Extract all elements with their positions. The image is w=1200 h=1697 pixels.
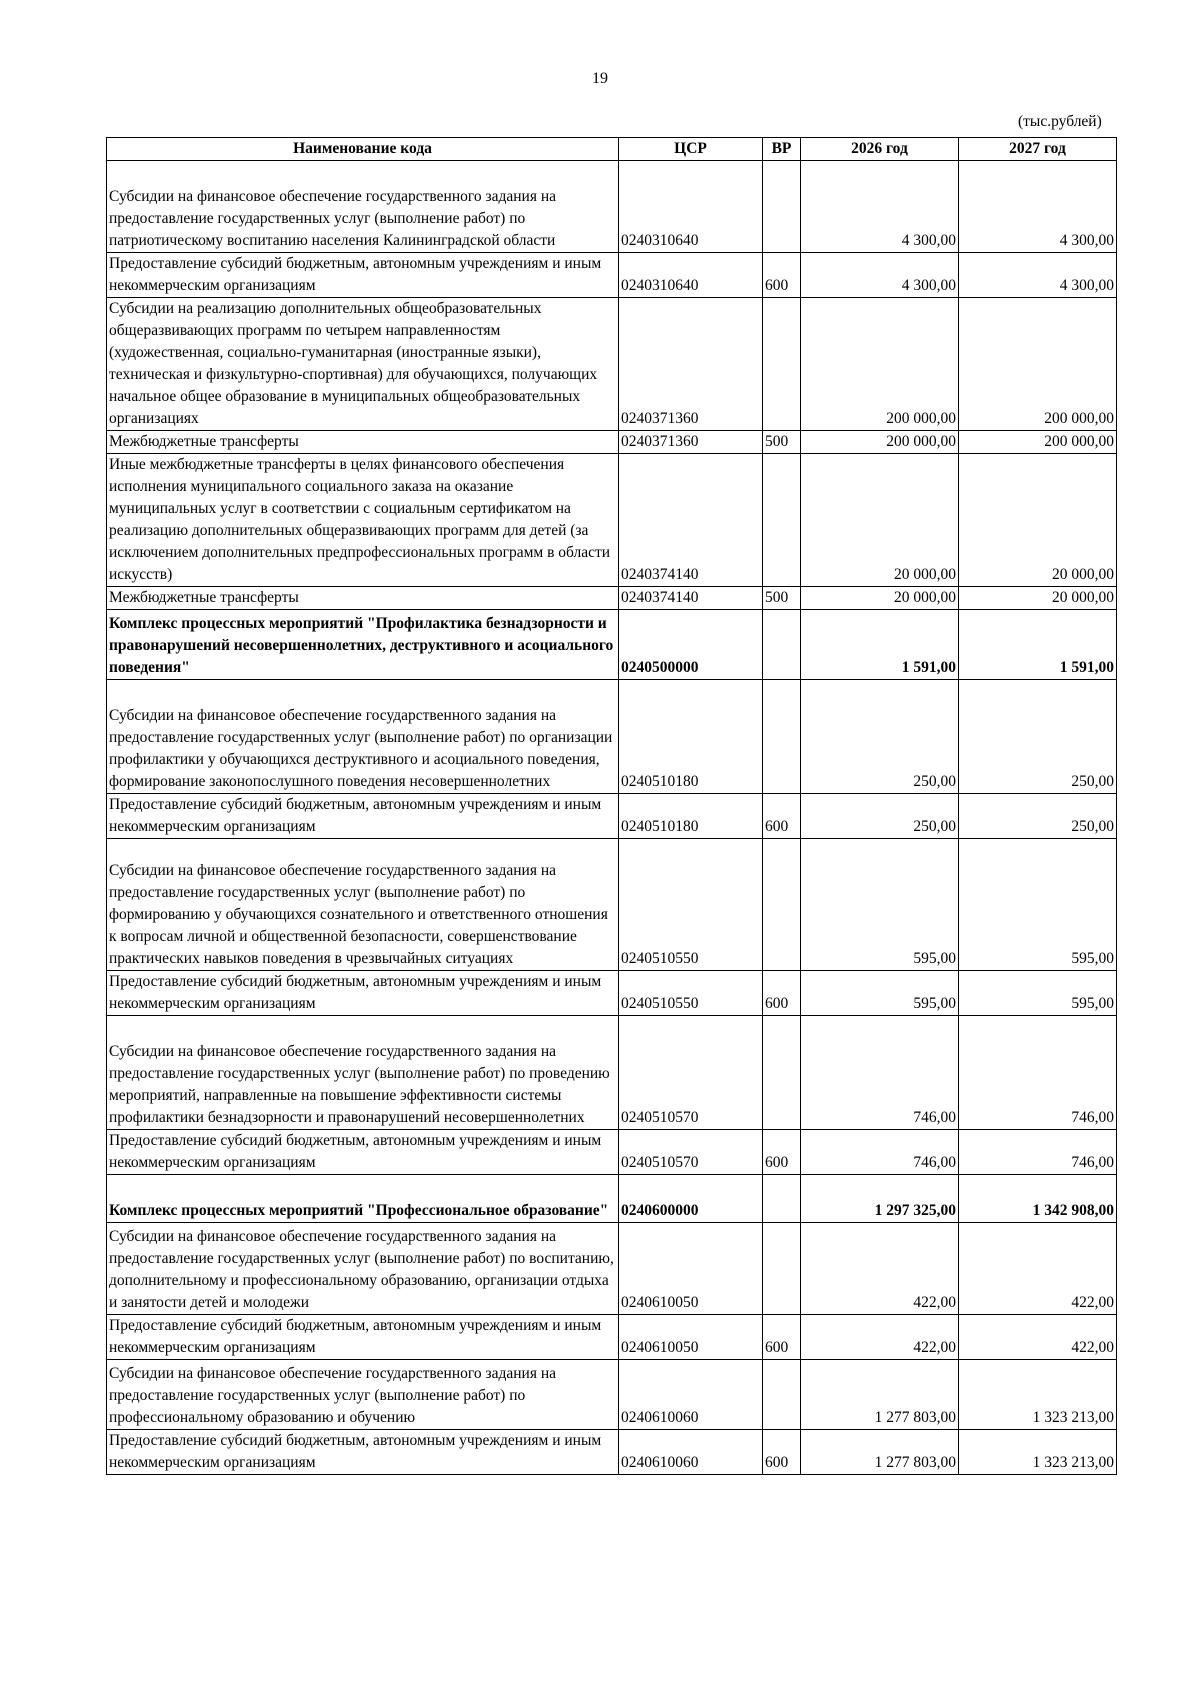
row-csr-cell: 0240610060 (619, 1430, 763, 1475)
table-row (107, 971, 1117, 1016)
row-vr-cell (763, 610, 801, 680)
row-2027-cell: 250,00 (959, 794, 1117, 839)
row-name-cell: Межбюджетные трансферты (107, 431, 619, 454)
row-csr-cell: 0240310640 (619, 253, 763, 298)
row-2026-cell: 20 000,00 (801, 587, 959, 610)
row-name-cell: Предоставление субсидий бюджетным, автономным учреждениям и иным некоммерческим организациям (107, 253, 619, 298)
row-2027-cell: 20 000,00 (959, 454, 1117, 587)
row-2026-cell: 200 000,00 (801, 298, 959, 431)
row-vr-cell: 500 (763, 431, 801, 454)
row-vr-cell (763, 454, 801, 587)
row-2027-cell: 1 591,00 (959, 610, 1117, 680)
row-2027-cell: 746,00 (959, 1130, 1117, 1175)
row-name-cell: Субсидии на финансовое обеспечение государственного задания на предоставление государственных услуг (выполнение работ) по профессиональному образованию и обучению (107, 1360, 619, 1430)
row-2027-cell: 422,00 (959, 1223, 1117, 1315)
row-vr-cell (763, 161, 801, 253)
row-vr-cell (763, 1360, 801, 1430)
row-csr-cell: 0240610050 (619, 1315, 763, 1360)
row-vr-cell (763, 839, 801, 971)
row-vr-cell: 600 (763, 971, 801, 1016)
row-2026-cell: 200 000,00 (801, 431, 959, 454)
row-csr-cell: 0240500000 (619, 610, 763, 680)
row-csr-cell: 0240510550 (619, 971, 763, 1016)
row-2027-cell: 20 000,00 (959, 587, 1117, 610)
row-2026-cell: 4 300,00 (801, 161, 959, 253)
row-2026-cell: 746,00 (801, 1130, 959, 1175)
row-name-cell: Субсидии на реализацию дополнительных общеобразовательных общеразвивающих программ по четырем направленностям (художественная, социально-гуманитарная (иностранные языки), техническая и физкультурно-спортивная) для обучающихся, получающих начальное общее образование в муниципальных общеобразовательных организациях (107, 298, 619, 431)
budget-table (106, 137, 1117, 1475)
row-name-cell: Комплекс процессных мероприятий "Профилактика безнадзорности и правонарушений несовершеннолетних, деструктивного и асоциального поведения" (107, 610, 619, 680)
row-2026-cell: 1 277 803,00 (801, 1360, 959, 1430)
table-row (107, 839, 1117, 971)
row-name-cell: Предоставление субсидий бюджетным, автономным учреждениям и иным некоммерческим организациям (107, 1430, 619, 1475)
row-2026-cell: 1 591,00 (801, 610, 959, 680)
row-csr-cell: 0240510180 (619, 794, 763, 839)
table-row (107, 298, 1117, 431)
table-row (107, 431, 1117, 454)
row-2027-cell: 1 323 213,00 (959, 1430, 1117, 1475)
row-name-cell: Субсидии на финансовое обеспечение государственного задания на предоставление государственных услуг (выполнение работ) по воспитанию, дополнительному и профессиональному образованию, организации отдыха и занятости детей и молодежи (107, 1223, 619, 1315)
row-2027-cell: 1 323 213,00 (959, 1360, 1117, 1430)
row-name-cell: Предоставление субсидий бюджетным, автономным учреждениям и иным некоммерческим организациям (107, 1315, 619, 1360)
row-2027-cell: 595,00 (959, 839, 1117, 971)
table-row (107, 1360, 1117, 1430)
table-row (107, 161, 1117, 253)
units-note: (тыс.рублей) (1018, 113, 1102, 130)
row-name-cell: Иные межбюджетные трансферты в целях финансового обеспечения исполнения муниципального социального заказа на оказание муниципальных услуг в соответствии с социальным сертификатом на реализацию дополнительных общеразвивающих программ для детей (за исключением дополнительных предпрофессиональных программ в области искусств) (107, 454, 619, 587)
row-name-cell: Субсидии на финансовое обеспечение государственного задания на предоставление государственных услуг (выполнение работ) по проведению мероприятий, направленные на повышение эффективности системы профилактики безнадзорности и правонарушений несовершеннолетних (107, 1016, 619, 1130)
table-row (107, 1130, 1117, 1175)
row-name-cell: Субсидии на финансовое обеспечение государственного задания на предоставление государственных услуг (выполнение работ) по патриотическому воспитанию населения Калининградской области (107, 161, 619, 253)
table-row (107, 253, 1117, 298)
table-row (107, 454, 1117, 587)
row-2027-cell: 250,00 (959, 680, 1117, 794)
row-csr-cell: 0240610050 (619, 1223, 763, 1315)
table-row (107, 1223, 1117, 1315)
row-2026-cell: 595,00 (801, 971, 959, 1016)
header-vr: ВР (763, 138, 801, 161)
row-csr-cell: 0240310640 (619, 161, 763, 253)
row-name-cell: Межбюджетные трансферты (107, 587, 619, 610)
row-name-cell: Предоставление субсидий бюджетным, автономным учреждениям и иным некоммерческим организациям (107, 1130, 619, 1175)
header-csr: ЦСР (619, 138, 763, 161)
row-csr-cell: 0240371360 (619, 298, 763, 431)
table-row (107, 680, 1117, 794)
table-row (107, 1430, 1117, 1475)
table-row (107, 587, 1117, 610)
row-name-cell: Предоставление субсидий бюджетным, автономным учреждениям и иным некоммерческим организациям (107, 794, 619, 839)
row-vr-cell (763, 680, 801, 794)
row-csr-cell: 0240371360 (619, 431, 763, 454)
table-row (107, 794, 1117, 839)
row-2027-cell: 595,00 (959, 971, 1117, 1016)
row-vr-cell (763, 1175, 801, 1223)
table-row (107, 1175, 1117, 1223)
row-csr-cell: 0240510570 (619, 1016, 763, 1130)
row-vr-cell: 600 (763, 794, 801, 839)
row-name-cell: Субсидии на финансовое обеспечение государственного задания на предоставление государственных услуг (выполнение работ) по организации профилактики у обучающихся деструктивного и асоциального поведения, формирование законопослушного поведения несовершеннолетних (107, 680, 619, 794)
row-2027-cell: 4 300,00 (959, 161, 1117, 253)
row-vr-cell (763, 1016, 801, 1130)
row-2026-cell: 1 297 325,00 (801, 1175, 959, 1223)
row-name-cell: Субсидии на финансовое обеспечение государственного задания на предоставление государственных услуг (выполнение работ) по формированию у обучающихся сознательного и ответственного отношения к вопросам личной и общественной безопасности, совершенствование практических навыков поведения в чрезвычайных ситуациях (107, 839, 619, 971)
row-2026-cell: 4 300,00 (801, 253, 959, 298)
row-csr-cell: 0240610060 (619, 1360, 763, 1430)
header-2026: 2026 год (801, 138, 959, 161)
row-vr-cell: 500 (763, 587, 801, 610)
row-2027-cell: 422,00 (959, 1315, 1117, 1360)
row-2026-cell: 422,00 (801, 1223, 959, 1315)
row-name-cell: Предоставление субсидий бюджетным, автономным учреждениям и иным некоммерческим организациям (107, 971, 619, 1016)
row-2026-cell: 746,00 (801, 1016, 959, 1130)
table-row (107, 1016, 1117, 1130)
table-body (107, 161, 1117, 1475)
table-row (107, 610, 1117, 680)
header-2027: 2027 год (959, 138, 1117, 161)
row-csr-cell: 0240374140 (619, 454, 763, 587)
row-csr-cell: 0240510550 (619, 839, 763, 971)
row-2026-cell: 595,00 (801, 839, 959, 971)
row-name-cell: Комплекс процессных мероприятий "Профессиональное образование" (107, 1175, 619, 1223)
row-2027-cell: 200 000,00 (959, 431, 1117, 454)
row-csr-cell: 0240600000 (619, 1175, 763, 1223)
row-2026-cell: 20 000,00 (801, 454, 959, 587)
page-number: 19 (592, 70, 608, 87)
table-header-row (107, 138, 1117, 161)
row-2026-cell: 422,00 (801, 1315, 959, 1360)
row-2026-cell: 250,00 (801, 794, 959, 839)
row-vr-cell: 600 (763, 1430, 801, 1475)
row-2026-cell: 1 277 803,00 (801, 1430, 959, 1475)
row-vr-cell: 600 (763, 253, 801, 298)
row-2026-cell: 250,00 (801, 680, 959, 794)
row-2027-cell: 4 300,00 (959, 253, 1117, 298)
row-csr-cell: 0240374140 (619, 587, 763, 610)
row-2027-cell: 200 000,00 (959, 298, 1117, 431)
row-csr-cell: 0240510180 (619, 680, 763, 794)
row-2027-cell: 746,00 (959, 1016, 1117, 1130)
header-name: Наименование кода (107, 138, 619, 161)
row-vr-cell (763, 1223, 801, 1315)
row-2027-cell: 1 342 908,00 (959, 1175, 1117, 1223)
row-vr-cell: 600 (763, 1315, 801, 1360)
table-row (107, 1315, 1117, 1360)
row-csr-cell: 0240510570 (619, 1130, 763, 1175)
row-vr-cell (763, 298, 801, 431)
row-vr-cell: 600 (763, 1130, 801, 1175)
